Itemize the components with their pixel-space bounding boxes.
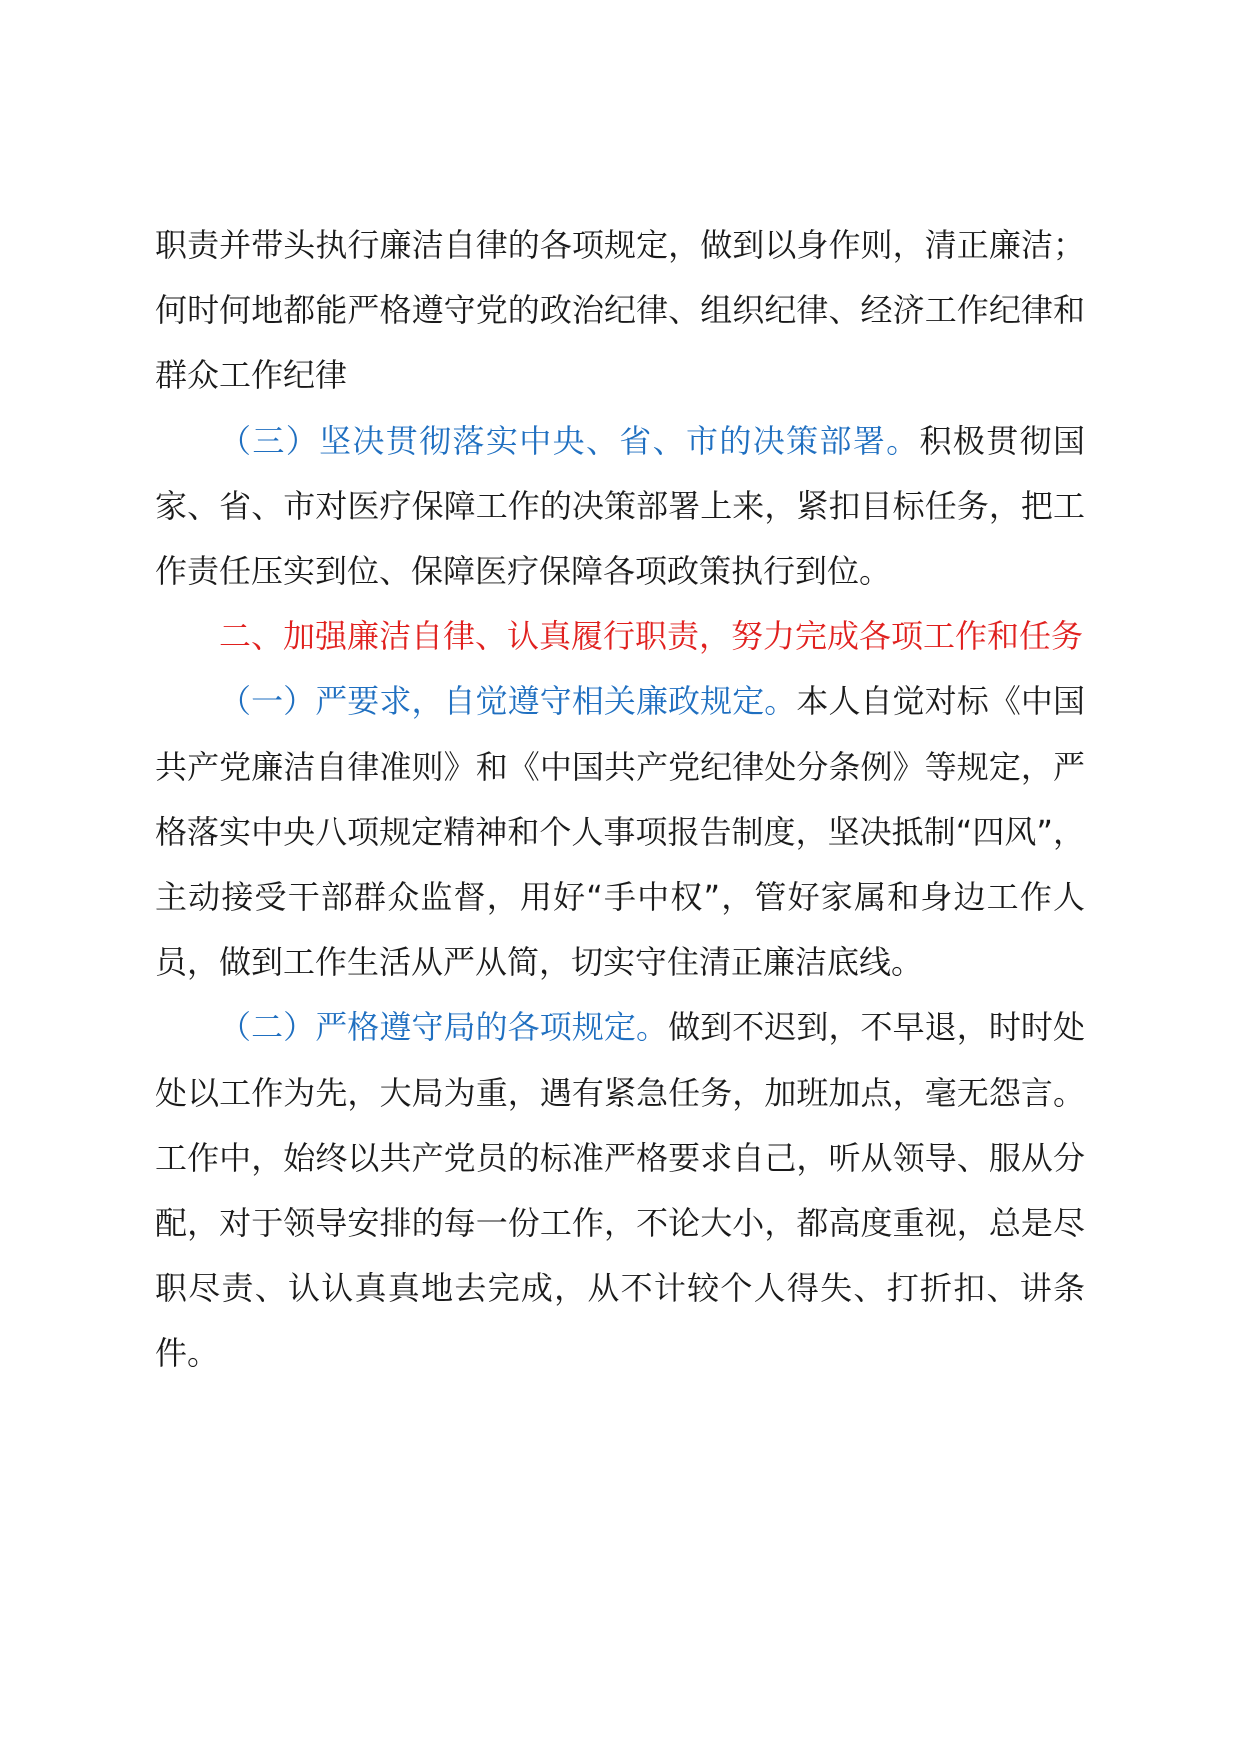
paragraph-bureau-rules xyxy=(155,995,1085,1386)
paragraph-text: 积极贯彻国家、省、市对医疗保障工作的决策部署上来，紧扣目标任务，把工作责任压实到位、保障医疗保障各项政策执行到位。 xyxy=(155,421,1085,591)
paragraph-implement-decisions xyxy=(155,409,1085,605)
document-body xyxy=(155,213,1085,1387)
section-heading-two xyxy=(155,604,1085,669)
paragraph-text: 本人自觉对标《中国共产党廉洁自律准则》和《中国共产党纪律处分条例》等规定，严格落实中央八项规定精神和个人事项报告制度，坚决抵制“四风”，主动接受干部群众监督，用好“手中权”，管好家属和身边工作人员，做到工作生活从严从简，切实守住清正廉洁底线。 xyxy=(155,682,1085,982)
paragraph-continuation xyxy=(155,213,1085,409)
subheading-bureau-rules: （二）严格遵守局的各项规定。 xyxy=(219,1008,669,1047)
paragraph-text: 职责并带头执行廉洁自律的各项规定，做到以身作则，清正廉洁；何时何地都能严格遵守党的政治纪律、组织纪律、经济工作纪律和群众工作纪律 xyxy=(155,226,1085,395)
subheading-implement-decisions: （三）坚决贯彻落实中央、省、市的决策部署。 xyxy=(219,421,920,460)
paragraph-text: 做到不迟到，不早退，时时处处以工作为先，大局为重，遇有紧急任务，加班加点，毫无怨言。工作中，始终以共产党员的标准严格要求自己，听从领导、服从分配，对于领导安排的每一份工作，不论大小，都高度重视，总是尽职尽责、认认真真地去完成，从不计较个人得失、打折扣、讲条件。 xyxy=(155,1008,1085,1373)
paragraph-strict-requirements xyxy=(155,669,1085,995)
subheading-strict-requirements: （一）严要求，自觉遵守相关廉政规定。 xyxy=(219,682,797,721)
section-heading-text: 二、加强廉洁自律、认真履行职责，努力完成各项工作和任务 xyxy=(219,617,1084,656)
